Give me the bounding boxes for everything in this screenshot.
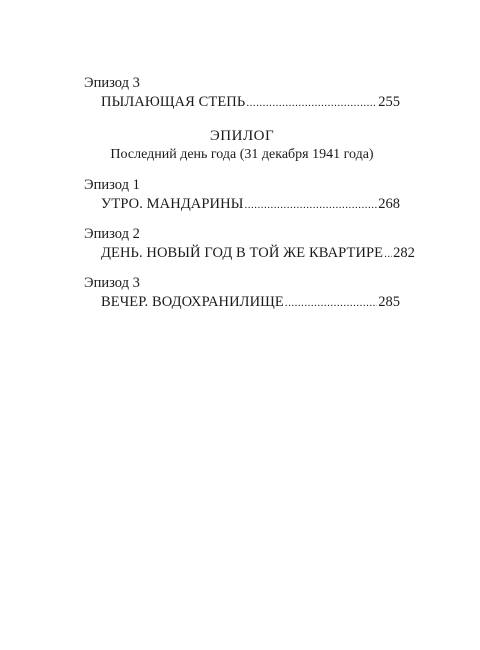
- toc-entry: [101, 92, 400, 113]
- toc-entry: [101, 194, 400, 215]
- toc-entry: [101, 292, 400, 313]
- episode-label: Эпизод 1: [84, 177, 140, 193]
- toc-group: [84, 274, 400, 313]
- entry-title: УТРО. МАНДАРИНЫ: [101, 196, 244, 212]
- episode-label: Эпизод 2: [84, 226, 140, 242]
- entry-page-number: 255: [378, 94, 400, 110]
- section-title: ЭПИЛОГ: [209, 128, 275, 144]
- dot-leader: [246, 93, 377, 113]
- dot-leader: [384, 244, 392, 264]
- toc-entry: [101, 243, 415, 264]
- section-heading: [84, 127, 400, 164]
- episode-label: Эпизод 3: [84, 75, 140, 91]
- entry-title: ПЫЛАЮЩАЯ СТЕПЬ: [101, 94, 246, 110]
- entry-page-number: 282: [393, 245, 415, 261]
- dot-leader: [285, 293, 377, 313]
- entry-title: ВЕЧЕР. ВОДОХРАНИЛИЩЕ: [101, 294, 284, 310]
- toc-group: [84, 225, 415, 264]
- table-of-contents: [84, 74, 415, 323]
- section-subtitle: Последний день года (31 декабря 1941 года): [110, 147, 374, 162]
- entry-page-number: 285: [378, 294, 400, 310]
- dot-leader: [244, 195, 377, 215]
- episode-label: Эпизод 3: [84, 275, 140, 291]
- entry-title: ДЕНЬ. НОВЫЙ ГОД В ТОЙ ЖЕ КВАРТИРЕ: [101, 245, 384, 261]
- toc-group: [84, 176, 400, 215]
- entry-page-number: 268: [378, 196, 400, 212]
- toc-group-first: [84, 74, 400, 113]
